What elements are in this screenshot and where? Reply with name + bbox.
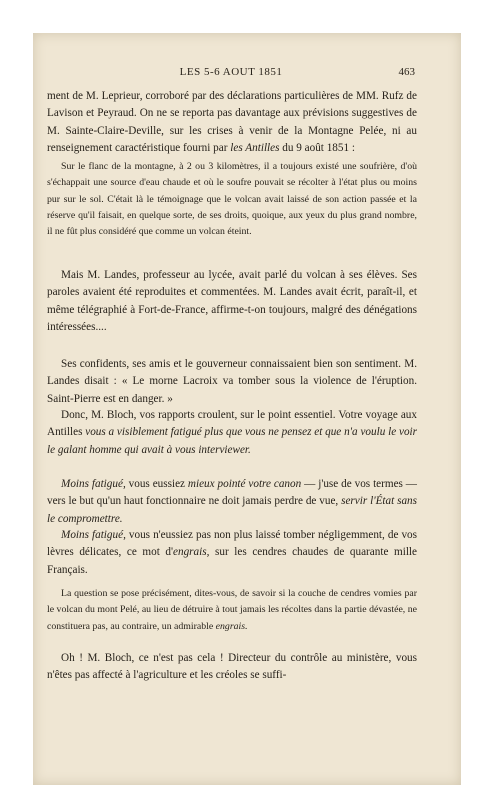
paragraph-1 [47, 88, 417, 157]
paragraph-5-text-a: vous eussiez [125, 478, 188, 490]
paragraph-6-text-a: vous n'eussiez pas non plus laissé tomber négligemment, de vos lèvres délicates, ce mot d' [47, 529, 417, 559]
paragraph-4 [47, 407, 417, 459]
paragraph-6-text-b: sur les cendres chaudes de quarante mille Français. [47, 546, 418, 576]
newspaper-title: les Antilles [230, 141, 280, 154]
block-quote-2 [47, 586, 417, 635]
running-header [47, 66, 415, 80]
paragraph-2: Mais M. Landes, professeur au lycée, avait parlé du volcan à ses élèves. Ses paroles avaient été reproduites et commentées. M. Landes avait écrit, paraît-il, et même télégraphié à Fort-de-France, affirme-t-on toujours, malgré des dénégations intéressées.... [47, 269, 417, 333]
paragraph-5-italic-lead: Moins fatigué, [61, 478, 126, 490]
paragraph-4-text: Donc, M. Bloch, vos rapports croulent, sur le point essentiel. Votre voyage aux Antilles [47, 409, 417, 439]
page-number: 463 [398, 66, 415, 78]
paragraph-5-italic-b: mieux pointé votre canon [187, 478, 302, 490]
paragraph-5-italic-end: servir l'État sans le compromettre. [47, 495, 418, 525]
paragraph-5-text-b: — j'use de vos termes — vers le but qu'un haut fonctionnaire ne doit jamais perdre de vue, [47, 478, 417, 508]
paragraph-1-text: ment de M. Leprieur, corroboré par des déclarations particulières de MM. Rufz de Lavison et Peyraud. On ne se reporta pas davantage aux prévisions suggestives de M. Sainte-Claire-Deville, sur les crises à venir de la Montagne Pelée, ni au renseignement caractéristique fourni par [47, 90, 417, 154]
paragraph-3: Ses confidents, ses amis et le gouverneur connaissaient bien son sentiment. M. Landes disait : « Le morne Lacroix va tomber sous la violence de l'éruption. Saint-Pierre est en danger. » [47, 358, 417, 405]
paragraph-1-end: du 9 août 1851 : [279, 141, 355, 154]
paragraph-4-italic: vous a visiblement fatigué plus que vous ne pensez et que n'a voulu le voir le galant homme qui avait à vous interviewer. [47, 426, 417, 456]
paragraph-7: Oh ! M. Bloch, ce n'est pas cela ! Directeur du contrôle au ministère, vous n'êtes pas affecté à l'agriculture et les créoles se suffi- [47, 652, 417, 682]
paragraph-6 [47, 527, 417, 579]
block-quote-2-text: La question se pose précisément, dites-vous, de savoir si la couche de cendres vomies par le volcan du mont Pelé, au lieu de détruire à tout jamais les récoltes dans la partie dévastée, ne constituera pas, au contraire, un admirable [47, 588, 417, 632]
paragraph-5 [47, 476, 417, 528]
block-quote-1: Sur le flanc de la montagne, à 2 ou 3 kilomètres, il a toujours existé une soufrière, d'où s'échappait une source d'eau chaude et où le soufre pouvait se récolter à l'état plus ou moins pur sur le sol. C'était là le témoignage que le volcan avait laissé de son action passée et la réserve qu'il faisait, en quelque sorte, de ses droits, quoique, aux yeux du plus grand nombre, il ne fût plus considéré que comme un volcan éteint. [47, 161, 417, 238]
block-quote-2-italic: engrais. [215, 620, 248, 632]
running-head-title: LES 5-6 AOUT 1851 [179, 66, 283, 78]
paragraph-6-italic-lead: Moins fatigué, [61, 529, 126, 541]
paragraph-6-italic-word: engrais, [173, 546, 210, 559]
